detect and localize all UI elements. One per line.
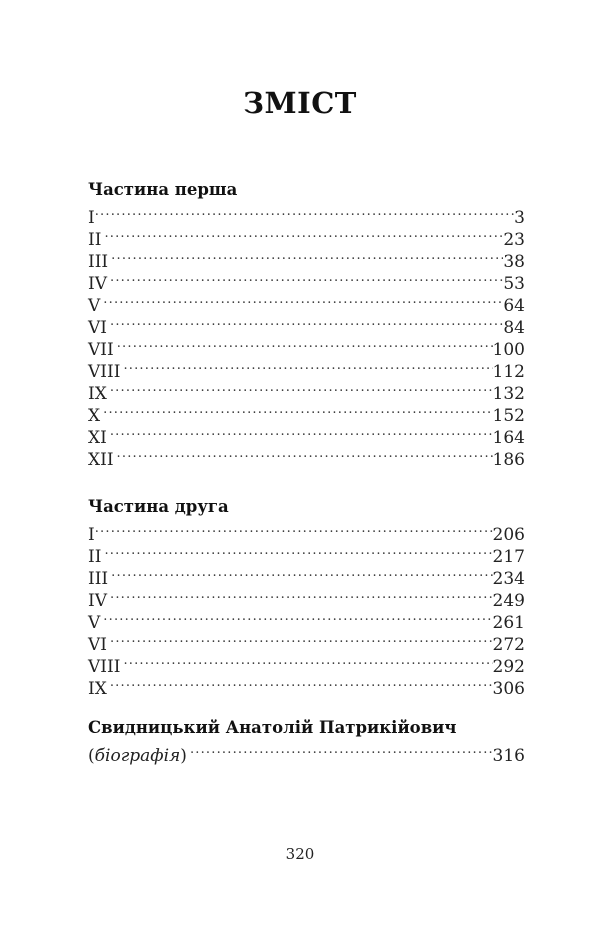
dot-leader xyxy=(110,672,493,694)
dot-leader xyxy=(103,289,503,311)
entry-label: IX xyxy=(88,384,107,404)
dot-leader xyxy=(123,650,492,672)
toc-entry[interactable] xyxy=(88,399,525,426)
section-title-part-two: Частина друга xyxy=(88,497,229,516)
dot-leader xyxy=(111,562,492,584)
toc-entry[interactable] xyxy=(88,540,525,567)
open-paren: ( xyxy=(88,746,95,766)
entry-page: 306 xyxy=(492,679,525,699)
toc-entry-biography[interactable] xyxy=(88,739,525,766)
entry-label: XI xyxy=(88,428,107,448)
entry-page: 261 xyxy=(492,613,525,633)
dot-leader xyxy=(110,584,493,606)
dot-leader xyxy=(103,606,492,628)
toc-entry[interactable] xyxy=(88,267,525,294)
toc-entry[interactable] xyxy=(88,584,525,611)
entry-page: 38 xyxy=(503,252,525,272)
dot-leader xyxy=(110,377,493,399)
dot-leader xyxy=(123,355,492,377)
toc-entry[interactable] xyxy=(88,223,525,250)
entry-label: II xyxy=(88,230,102,250)
entry-label: IX xyxy=(88,679,107,699)
section-title-part-one: Частина перша xyxy=(88,180,238,199)
entry-page: 316 xyxy=(492,746,525,766)
page-title: ЗМІСТ xyxy=(243,86,357,120)
close-paren: ) xyxy=(180,746,187,766)
entry-page: 234 xyxy=(492,569,525,589)
entry-label: VI xyxy=(88,318,107,338)
entry-label: I xyxy=(88,525,95,545)
dot-leader xyxy=(117,333,493,355)
entry-page: 249 xyxy=(492,591,525,611)
entry-label: IV xyxy=(88,274,107,294)
entry-label: X xyxy=(88,406,101,426)
entry-page: 64 xyxy=(503,296,525,316)
dot-leader xyxy=(104,223,503,245)
entry-page: 112 xyxy=(492,362,525,382)
dot-leader xyxy=(95,201,514,223)
toc-entry[interactable] xyxy=(88,245,525,272)
entry-label: III xyxy=(88,252,109,272)
dot-leader xyxy=(110,311,503,333)
toc-entry[interactable] xyxy=(88,201,525,228)
dot-leader xyxy=(190,739,493,761)
dot-leader xyxy=(117,443,493,465)
entry-label: VII xyxy=(88,340,114,360)
toc-entry[interactable] xyxy=(88,672,525,699)
entry-label: V xyxy=(88,296,101,316)
entry-label: VI xyxy=(88,635,107,655)
biography-label: біографія xyxy=(94,746,181,766)
toc-part-two xyxy=(88,495,525,699)
entry-page: 217 xyxy=(492,547,525,567)
entry-label: XII xyxy=(88,450,114,470)
entry-page: 84 xyxy=(503,318,525,338)
toc-entry[interactable] xyxy=(88,377,525,404)
dot-leader xyxy=(103,399,492,421)
entry-label: V xyxy=(88,613,101,633)
section-title-biography: Свидницький Анатолій Патрикійович xyxy=(88,718,457,737)
entry-label: VIII xyxy=(88,362,121,382)
toc-entry[interactable] xyxy=(88,628,525,655)
entry-page: 100 xyxy=(492,340,525,360)
entry-label: VIII xyxy=(88,657,121,677)
toc-entry[interactable] xyxy=(88,518,525,545)
entry-page: 53 xyxy=(503,274,525,294)
dot-leader xyxy=(110,421,493,443)
dot-leader xyxy=(111,245,503,267)
entry-page: 292 xyxy=(492,657,525,677)
toc-entry[interactable] xyxy=(88,333,525,360)
entry-label: III xyxy=(88,569,109,589)
entry-page: 132 xyxy=(492,384,525,404)
toc-part-one xyxy=(88,178,525,470)
toc-entry[interactable] xyxy=(88,355,525,382)
entry-page: 3 xyxy=(514,208,525,228)
entry-page: 152 xyxy=(492,406,525,426)
toc-entry[interactable] xyxy=(88,443,525,470)
toc-biography xyxy=(88,716,525,766)
toc-entry[interactable] xyxy=(88,606,525,633)
dot-leader xyxy=(110,628,493,650)
entry-label: II xyxy=(88,547,102,567)
toc-entry[interactable] xyxy=(88,562,525,589)
dot-leader xyxy=(104,540,492,562)
entry-label: I xyxy=(88,208,95,228)
toc-entry[interactable] xyxy=(88,311,525,338)
entry-page: 164 xyxy=(492,428,525,448)
entry-label xyxy=(88,745,190,767)
toc-entry[interactable] xyxy=(88,650,525,677)
entry-label: IV xyxy=(88,591,107,611)
entry-page: 23 xyxy=(503,230,525,250)
page-number: 320 xyxy=(285,845,315,863)
toc-entry[interactable] xyxy=(88,289,525,316)
toc-entry[interactable] xyxy=(88,421,525,448)
dot-leader xyxy=(110,267,503,289)
dot-leader xyxy=(95,518,493,540)
entry-page: 186 xyxy=(492,450,525,470)
entry-page: 206 xyxy=(492,525,525,545)
entry-page: 272 xyxy=(492,635,525,655)
